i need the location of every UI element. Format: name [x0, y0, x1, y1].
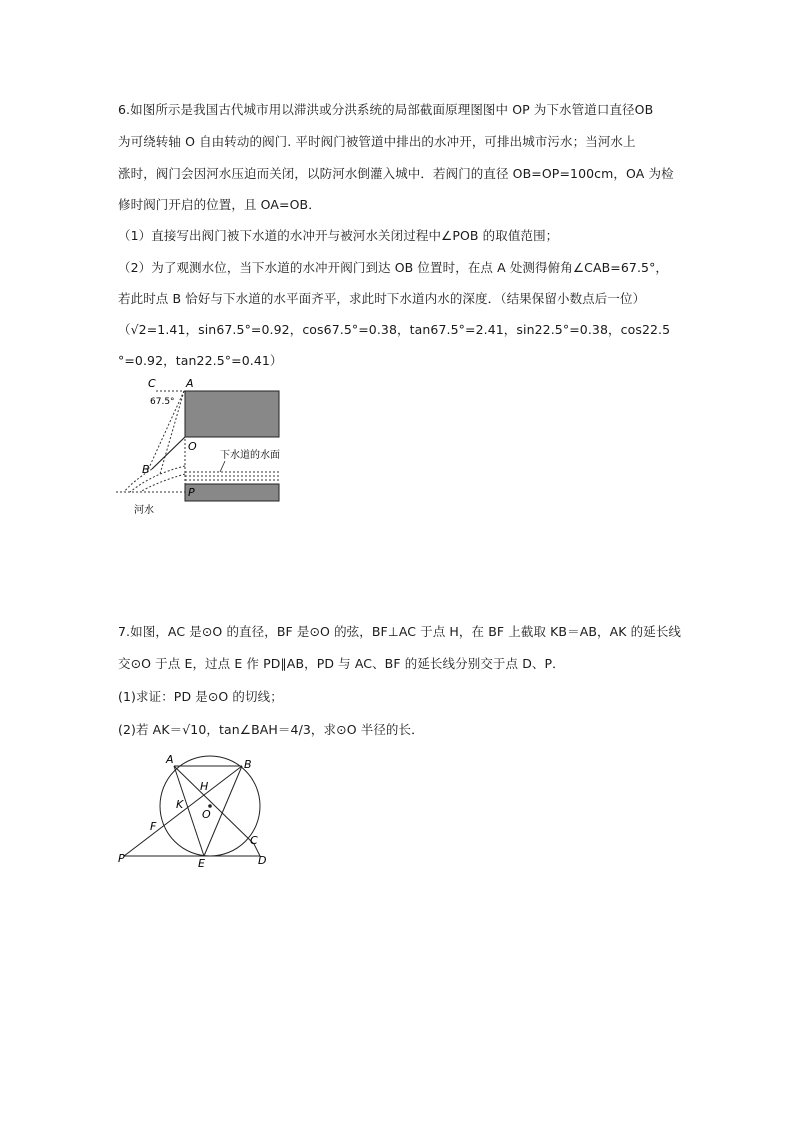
label-o7: O	[202, 808, 211, 821]
upper-block	[185, 391, 279, 437]
q6-line-7: 若此时点 B 恰好与下水道的水平面齐平，求此时下水道内水的深度．（结果保留小数点后一位）	[118, 291, 646, 306]
q7-line-2: 交⊙O 于点 E，过点 E 作 PD∥AB，PD 与 AC、BF 的延长线分别交于点 D、P．	[118, 656, 565, 671]
water-label-pointer	[220, 461, 225, 472]
label-b: B	[142, 463, 150, 476]
q6-line-4: 修时阀门开启的位置，且 OA=OB．	[118, 197, 321, 212]
q6-line-8: （√2=1.41，sin67.5°=0.92，cos67.5°=0.38，tan67.5°=2.41，sin22.5°=0.38，cos22.5	[118, 322, 671, 337]
lower-block	[185, 484, 279, 501]
label-b7: B	[244, 758, 252, 771]
label-f7: F	[150, 820, 157, 833]
q6-line-9: °=0.92，tan22.5°=0.41）	[118, 353, 283, 368]
angle-label: 67.5°	[150, 397, 175, 407]
river-label: 河水	[134, 505, 154, 516]
q6-line-1: 6.如图所示是我国古代城市用以滞洪或分洪系统的局部截面原理图图中 OP 为下水管道口直径OB	[118, 102, 654, 117]
label-d7: D	[258, 854, 267, 867]
label-p7: P	[118, 852, 125, 865]
q6-line-2: 为可绕转轴 O 自由转动的阀门. 平时阀门被管道中排出的水冲开，可排出城市污水；当河水上	[118, 134, 636, 149]
label-a7: A	[166, 753, 174, 766]
label-a: A	[186, 377, 194, 390]
water-surface-label: 下水道的水面	[220, 450, 280, 461]
line-bp	[124, 766, 242, 856]
valve-ob	[152, 437, 185, 469]
q6-line-6: （2）为了观测水位，当下水道的水冲开阀门到达 OB 位置时，在点 A 处测得俯角∠CAB=67.5°，	[118, 260, 669, 275]
q7-line-4: (2)若 AK＝√10，tan∠BAH＝4/3，求⊙O 半径的长．	[118, 722, 424, 737]
label-p: P	[188, 486, 195, 499]
q6-line-3: 涨时，阀门会因河水压迫而关闭，以防河水倒灌入城中．若阀门的直径 OB=OP=100cm，OA 为检	[118, 166, 674, 181]
arc-3	[140, 474, 185, 492]
label-h7: H	[200, 780, 209, 793]
q6-figure	[112, 374, 292, 520]
label-c: C	[148, 377, 156, 390]
q7-figure	[112, 748, 282, 872]
q6-line-5: （1）直接写出阀门被下水道的水冲开与被河水关闭过程中∠POB 的取值范围；	[118, 228, 559, 243]
label-e7: E	[198, 857, 205, 870]
q7-line-1: 7.如图，AC 是⊙O 的直径，BF 是⊙O 的弦，BF⊥AC 于点 H，在 BF 上截取 KB＝AB，AK 的延长线	[118, 624, 682, 639]
label-k7: K	[176, 798, 184, 811]
q7-line-3: (1)求证：PD 是⊙O 的切线；	[118, 689, 283, 704]
label-c7: C	[250, 834, 258, 847]
label-o: O	[188, 440, 197, 453]
